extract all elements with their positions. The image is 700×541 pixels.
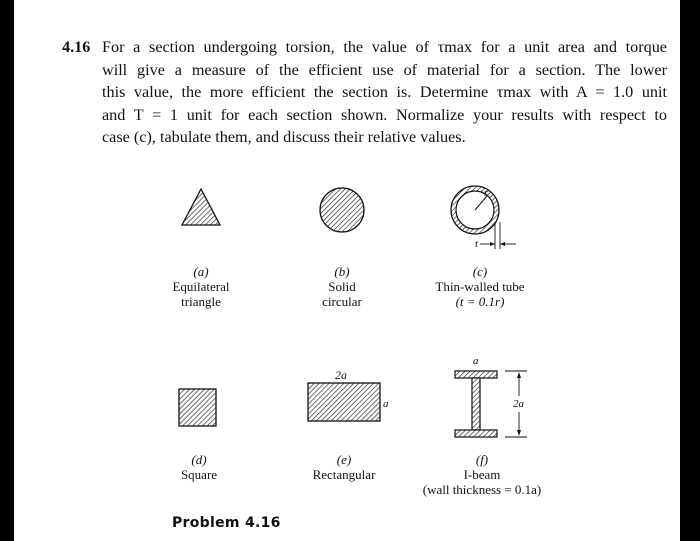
caption-a [172, 264, 229, 309]
problem-number: 4.16 [62, 38, 91, 56]
rect-width-label: 2a [335, 368, 347, 382]
caption-e [313, 452, 376, 482]
problem-line-4: and T = 1 unit for each section shown. Normalize your results with respect to [102, 105, 667, 124]
square-section [179, 389, 216, 426]
figure-caption: Problem 4.16 [172, 515, 281, 531]
caption-f [423, 452, 542, 497]
caption-c-line2: (t = 0.1r) [455, 294, 505, 309]
problem-line-3: this value, the more efficient the section is. Determine τmax with A = 1.0 unit [102, 83, 667, 101]
caption-c [435, 264, 524, 309]
problem-line-5: case (c), tabulate them, and discuss their relative values. [102, 128, 466, 146]
caption-a-line1: Equilateral [172, 279, 230, 294]
problem-line-1: For a section undergoing torsion, the value of τmax for a unit area and torque [102, 38, 667, 56]
caption-d-line1: Square [180, 467, 218, 482]
caption-d-letter: (d) [191, 452, 207, 467]
caption-b [322, 264, 362, 309]
caption-e-letter: (e) [336, 452, 352, 467]
tube-radius-label: r [484, 187, 489, 199]
caption-e-line1: Rectangular [312, 467, 376, 482]
caption-f-line1: I-beam [463, 467, 501, 482]
problem-line-2: will give a measure of the efficient use of material for a section. The lower [102, 60, 667, 79]
caption-c-letter: (c) [472, 264, 488, 279]
rectangle-section [308, 383, 380, 421]
caption-a-line2: triangle [181, 294, 221, 309]
caption-b-line1: Solid [328, 279, 356, 294]
caption-a-letter: (a) [193, 264, 209, 279]
caption-d [181, 452, 217, 482]
caption-b-line2: circular [322, 294, 362, 309]
ibeam-height-label: 2a [513, 398, 524, 410]
caption-f-letter: (f) [475, 452, 489, 467]
triangle-section [182, 189, 220, 225]
caption-f-line2: (wall thickness = 0.1a) [422, 482, 542, 497]
rect-height-label: a [383, 398, 389, 410]
page [14, 0, 680, 541]
caption-b-letter: (b) [334, 264, 350, 279]
caption-c-line1: Thin-walled tube [435, 279, 525, 294]
ibeam-width-label: a [473, 355, 479, 367]
solid-circle-section [320, 188, 364, 232]
tube-thickness-label: t [475, 238, 479, 250]
